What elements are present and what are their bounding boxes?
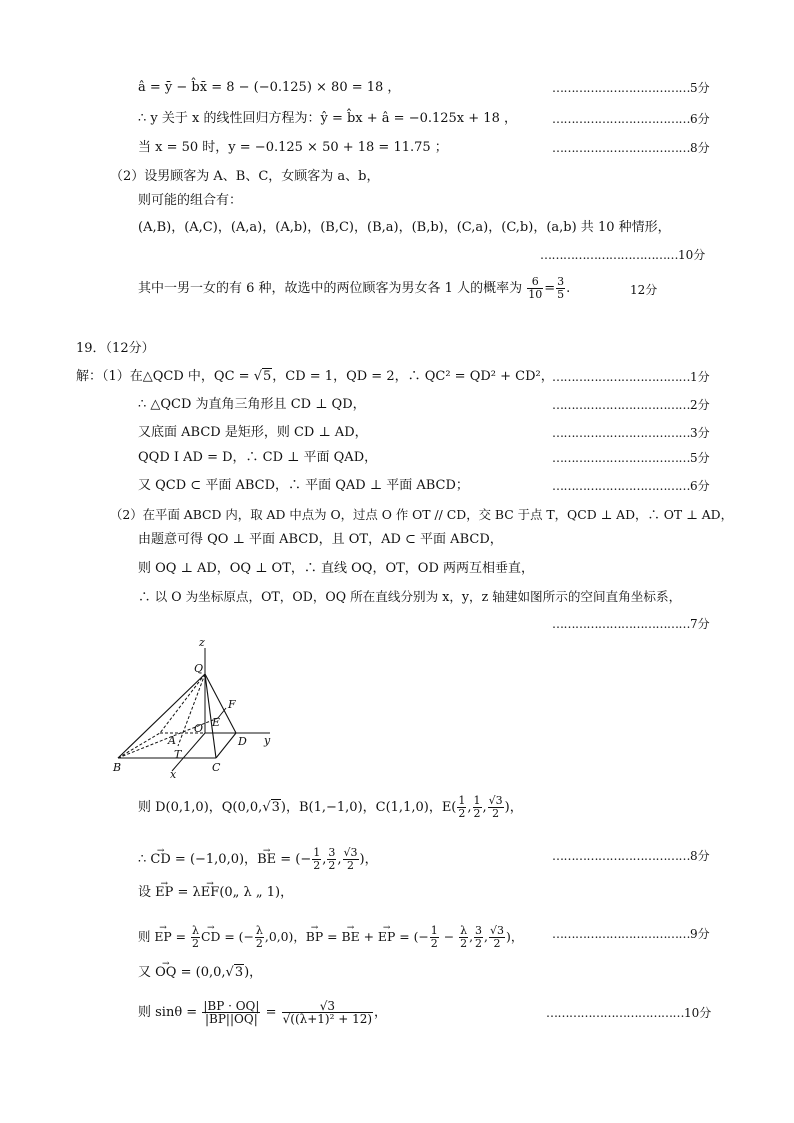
step-3: 又底面 ABCD 是矩形，则 CD ⊥ AD， (138, 425, 368, 440)
label-A: A (168, 734, 176, 747)
regression-equation: ∴ y 关于 x 的线性回归方程为：ŷ = b̂x + â = −0.125x + 18 ， (138, 111, 517, 126)
part2-line-3: 则 OQ ⊥ AD，OQ ⊥ OT，∴ 直线 OQ，OT，OD 两两互相垂直， (138, 561, 535, 576)
label-B: B (113, 761, 122, 774)
score-10b: ………………………………10分 (546, 1006, 712, 1020)
score-12: 12分 (630, 283, 658, 297)
label-y: y (264, 734, 271, 747)
label-T: T (174, 748, 182, 761)
pyramid-figure (110, 636, 290, 784)
coordinates-line: 则 D(0,1,0)，Q(0,0,√3)，B(1,−1,0)，C(1,1,0)，E( $\frac{1}{2}$ , $\frac{1}{2}$ , $\frac{√3}{2}$ )， (138, 794, 523, 820)
score-7: ………………………………7分 (552, 617, 710, 631)
label-D: D (238, 735, 247, 748)
step-5: 又 QCD ⊂ 平面 ABCD，∴ 平面 QAD ⊥ 平面 ABCD； (138, 478, 469, 493)
part2-setup: （2）设男顾客为 A、B、C，女顾客为 a、b， (110, 169, 380, 184)
label-F: F (228, 698, 236, 711)
score-2: ………………………………2分 (552, 398, 710, 412)
score-3: ………………………………3分 (552, 426, 710, 440)
label-z: z (199, 636, 205, 649)
score-5: ………………………………5分 (552, 81, 710, 95)
vector-cd-be: ∴ → CD = (−1,0,0)，→ BE = (− $\frac{1}{2}$ , $\frac{3}{2}$ , $\frac{√3}{2}$ )， (138, 847, 378, 872)
step-4: QQD I AD = D，∴ CD ⊥ 平面 QAD， (138, 450, 378, 465)
step-1: 解：（1）在△QCD 中，QC = √5，CD = 1，QD = 2，∴ QC² = QD² + CD²， (76, 369, 554, 384)
part2-line-4: ∴ 以 O 为坐标原点，OT，OD，OQ 所在直线分别为 x，y，z 轴建如图所示的空间直角坐标系， (138, 589, 682, 604)
part2-combos-list: (A,B)，(A,C)，(A,a)，(A,b)，(B,C)，(B,a)，(B,b)，(C,a)，(C,b)，(a,b) 共 10 种情形， (138, 220, 671, 235)
fraction-6-10: $\frac{6}{10}$ (528, 275, 543, 301)
score-8: ………………………………8分 (552, 141, 710, 155)
label-C: C (212, 761, 221, 774)
score-1: ………………………………1分 (552, 370, 710, 384)
score-5b: ………………………………5分 (552, 451, 710, 465)
sin-theta-line: 则 sinθ = $\frac{|BP \cdot OQ|}{|BP||OQ|}$ = $\frac{√3}{\text{√((λ+1)² + 12)}}$ ， (138, 999, 388, 1026)
part2-line-2: 由题意可得 QO ⊥ 平面 ABCD，且 OT，AD ⊂ 平面 ABCD， (138, 532, 503, 547)
step-2: ∴ △QCD 为直角三角形且 CD ⊥ QD， (138, 397, 366, 412)
label-x: x (170, 768, 177, 781)
fraction-3-5: $\frac{3}{5}$ (557, 275, 565, 301)
score-10: ………………………………10分 (540, 248, 706, 262)
vector-oq: 又 → OQ = (0,0,√3)， (138, 964, 262, 982)
score-6b: ………………………………6分 (552, 479, 710, 493)
regression-intercept: â = ȳ − b̂x̄ = 8 − (−0.125) × 80 = 18 ， (138, 80, 401, 95)
prediction-line: 当 x = 50 时，y = −0.125 × 50 + 18 = 11.75 ； (138, 140, 448, 155)
score-8b: ………………………………8分 (552, 849, 710, 863)
probability-line: 其中一男一女的有 6 种，故选中的两位顾客为男女各 1 人的概率为 $\frac{6}{10}$ = $\frac{3}{5}$ . (138, 275, 571, 301)
vector-ep-bp: 则 → EP = $\frac{\lambda}{2}$ → CD = (− $\frac{\lambda}{2}$ ,0,0)，→ BP = → BE + → EP = (− $\frac{1}{2}$ − $\frac{\lambda}{2}$ , $\frac{3}{2}$ , $\frac{√3}{2}$ )， (138, 925, 523, 950)
label-O: O (194, 722, 204, 735)
label-Q: Q (194, 662, 204, 675)
vector-ep-def: 设 → EP = λ→ EF(0„ λ „ 1)， (138, 884, 293, 902)
part2-line-1: （2）在平面 ABCD 内，取 AD 中点为 O，过点 O 作 OT // CD，交 BC 于点 T，QCD ⊥ AD，∴ OT ⊥ AD， (110, 507, 733, 522)
part2-combos-intro: 则可能的组合有： (138, 193, 243, 208)
problem-19-heading: 19．（12分） (76, 341, 155, 356)
label-E: E (212, 716, 221, 729)
score-9: ………………………………9分 (552, 927, 710, 941)
score-6: ………………………………6分 (552, 112, 710, 126)
